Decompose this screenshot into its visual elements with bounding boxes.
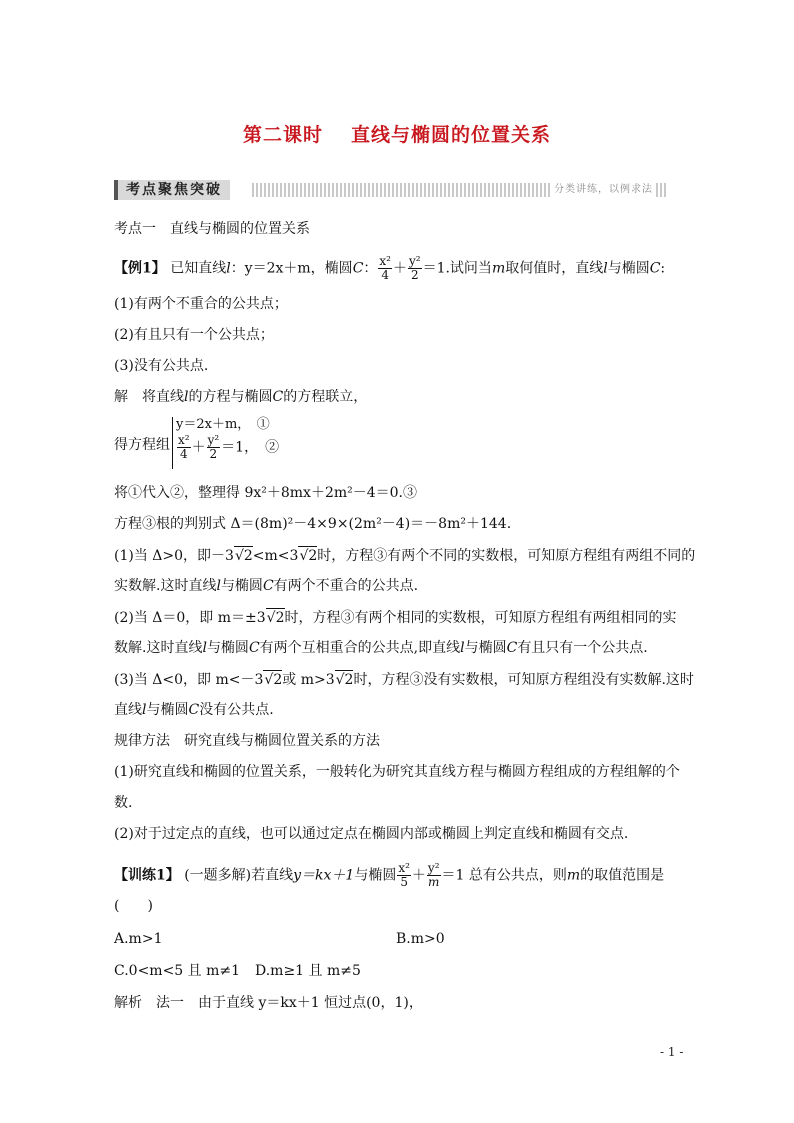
case-text: (2)当 Δ＝0，即 m＝±3 — [114, 610, 266, 626]
training-text: ＝1 总有公共点，则 — [441, 867, 567, 884]
case-text: (1)当 Δ>0，即－3 — [114, 548, 234, 564]
case-text: 与椭圆 — [220, 578, 263, 594]
case-text: 实数解.这时直线 — [114, 578, 217, 594]
var-C: C — [248, 640, 260, 656]
example1-statement — [114, 255, 665, 282]
answer-blank: ( ) — [114, 898, 153, 914]
frac-num: y² — [207, 433, 220, 447]
frac-num: x² — [379, 254, 391, 268]
var-l: l — [184, 389, 189, 405]
end-colon: : — [660, 260, 666, 277]
sol-text: 解 将直线 — [114, 389, 184, 405]
system-eq2 — [176, 434, 279, 461]
case-text: 时，方程③没有实数根，可知原方程组没有实数解.这时 — [353, 672, 694, 688]
training-text: (一题多解)若直线 — [184, 867, 294, 884]
banner-tag: 考点聚焦突破 — [114, 180, 230, 200]
var-l: l — [226, 260, 231, 277]
frac-den: 2 — [410, 268, 419, 282]
case1-line1 — [114, 546, 695, 565]
case-text: 数解.这时直线 — [114, 640, 203, 656]
training-text: 的取值范围是 — [580, 867, 665, 884]
fraction-y2-over-m — [427, 862, 441, 889]
line-equation: ：y＝2x＋m，椭圆 — [230, 260, 353, 277]
var-m: m — [566, 867, 581, 884]
training-text: 与椭圆 — [354, 867, 397, 884]
plus: ＋ — [411, 867, 426, 884]
banner-slogan: 分类讲练，以例求法 — [551, 181, 656, 199]
fraction-x2-over-4 — [378, 255, 392, 282]
var-C: C — [506, 640, 518, 656]
var-l: l — [216, 578, 221, 594]
frac-den: 4 — [179, 447, 188, 461]
example-label: 【例1】 — [114, 260, 166, 277]
frac-num: y² — [408, 254, 421, 268]
case-text: 直线 — [114, 702, 142, 718]
system-eq1: y＝2x＋m， ① — [176, 417, 270, 432]
sqrt-symbol: √2 — [335, 672, 354, 688]
section-heading: 考点一 直线与椭圆的位置关系 — [114, 221, 310, 237]
option-a: A.m>1 — [114, 931, 163, 947]
case-text: 有且只有一个公共点. — [517, 640, 648, 656]
option-c: C.0<m<5 且 m≠1 — [114, 963, 241, 979]
option-d: D.m≥1 且 m≠5 — [255, 963, 361, 979]
section-banner — [114, 180, 666, 200]
frac-num: x² — [178, 433, 190, 447]
case-text: 与椭圆 — [464, 640, 507, 656]
sqrt-arg: 2 — [273, 672, 283, 688]
page-title — [0, 120, 794, 147]
system-label: 得方程组 — [114, 437, 170, 453]
case-text: (3)当 Δ<0，即 m<－3 — [114, 672, 264, 688]
var-l: l — [460, 640, 465, 656]
question-1: (1)有两个不重合的公共点； — [114, 296, 288, 312]
sqrt-arg: 2 — [275, 610, 285, 626]
sqrt-symbol: √2 — [264, 672, 283, 688]
option-b: B.m>0 — [396, 931, 445, 947]
case3-line1 — [114, 670, 694, 689]
sqrt-symbol: √2 — [299, 548, 318, 564]
fraction-x2-over-4 — [177, 434, 191, 461]
sqrt-arg: 2 — [243, 548, 253, 564]
discriminant-line: 方程③根的判别式 Δ＝(8m)²－4×9×(2m²－4)＝－8m²＋144. — [114, 516, 512, 532]
title-part1: 第二课时 — [242, 124, 323, 146]
fraction-x2-over-5 — [397, 862, 411, 889]
with-text: 与椭圆 — [607, 260, 650, 277]
case2-line1 — [114, 608, 677, 627]
case-text: 或 m>3 — [282, 672, 335, 688]
method-p2: (2)对于过定点的直线，也可以通过定点在椭圆内部或椭圆上判定直线和椭圆有交点. — [114, 826, 629, 842]
example-intro: 已知直线 — [170, 260, 227, 277]
question-3: (3)没有公共点. — [114, 358, 209, 374]
analysis-line: 解析 法一 由于直线 y＝kx＋1 恒过点(0，1)， — [114, 995, 423, 1011]
fraction-y2-over-2 — [207, 434, 221, 461]
sqrt-arg: 2 — [308, 548, 318, 564]
sqrt-symbol: √2 — [234, 548, 253, 564]
frac-num: y² — [427, 861, 440, 875]
var-l: l — [603, 260, 608, 277]
method-p1-line1: (1)研究直线和椭圆的位置关系，一般转化为研究其直线方程与椭圆方程组成的方程组解的个 — [114, 764, 680, 780]
title-part2: 直线与椭圆的位置关系 — [351, 124, 552, 146]
case-text: 与椭圆 — [206, 640, 249, 656]
frac-den: 4 — [381, 268, 390, 282]
var-l: l — [202, 640, 207, 656]
var-C: C — [262, 578, 274, 594]
var-C: C — [649, 260, 661, 277]
training-label: 【训练1】 — [114, 867, 180, 884]
case-text: <m<3 — [252, 548, 299, 564]
var-C: C — [272, 389, 284, 405]
fraction-y2-over-2 — [408, 255, 422, 282]
case-text: 与椭圆 — [146, 702, 189, 718]
frac-den: 2 — [209, 447, 218, 461]
case-text: 有两个互相重合的公共点,即直线 — [259, 640, 461, 656]
sol-text: 的方程联立， — [283, 389, 368, 405]
method-title: 规律方法 研究直线与椭圆位置关系的方法 — [114, 733, 380, 749]
frac-den: m — [428, 875, 440, 889]
plus: ＋ — [392, 260, 407, 277]
training1-statement — [114, 862, 664, 889]
eq-tail: ＝1.试问当 — [422, 260, 492, 277]
sol-text: 的方程与椭圆 — [188, 389, 273, 405]
question-tail: 取何值时，直线 — [505, 260, 604, 277]
case-text: 没有公共点. — [199, 702, 274, 718]
case-text: 时，方程③有两个相同的实数根，可知原方程组有两组相同的实 — [284, 610, 677, 626]
case-text: 时，方程③有两个不同的实数根，可知原方程组有两组不同的 — [317, 548, 696, 564]
method-p1-line2: 数. — [114, 795, 133, 811]
sqrt-symbol: √2 — [266, 610, 285, 626]
case-text: 有两个不重合的公共点. — [273, 578, 419, 594]
page-number: - 1 - — [660, 1045, 684, 1059]
sqrt-arg: 2 — [344, 672, 354, 688]
plus: ＋ — [191, 439, 206, 456]
substitution-line: 将①代入②，整理得 9x²＋8mx＋2m²－4＝0.③ — [114, 485, 418, 501]
eq-tail: ＝1， ② — [221, 439, 280, 456]
var-C: C — [188, 702, 200, 718]
var-l: l — [142, 702, 147, 718]
case2-line2 — [114, 639, 648, 657]
case3-line2 — [114, 701, 274, 719]
var-m: m — [491, 260, 506, 277]
colon: ： — [363, 260, 378, 277]
case1-line2 — [114, 577, 418, 595]
solution-intro — [114, 388, 367, 406]
question-2: (2)有且只有一个公共点； — [114, 327, 274, 343]
training-line-eq: y＝kx＋1 — [293, 867, 355, 884]
frac-den: 5 — [400, 875, 408, 889]
frac-num: x² — [398, 861, 410, 875]
var-C: C — [352, 260, 364, 277]
